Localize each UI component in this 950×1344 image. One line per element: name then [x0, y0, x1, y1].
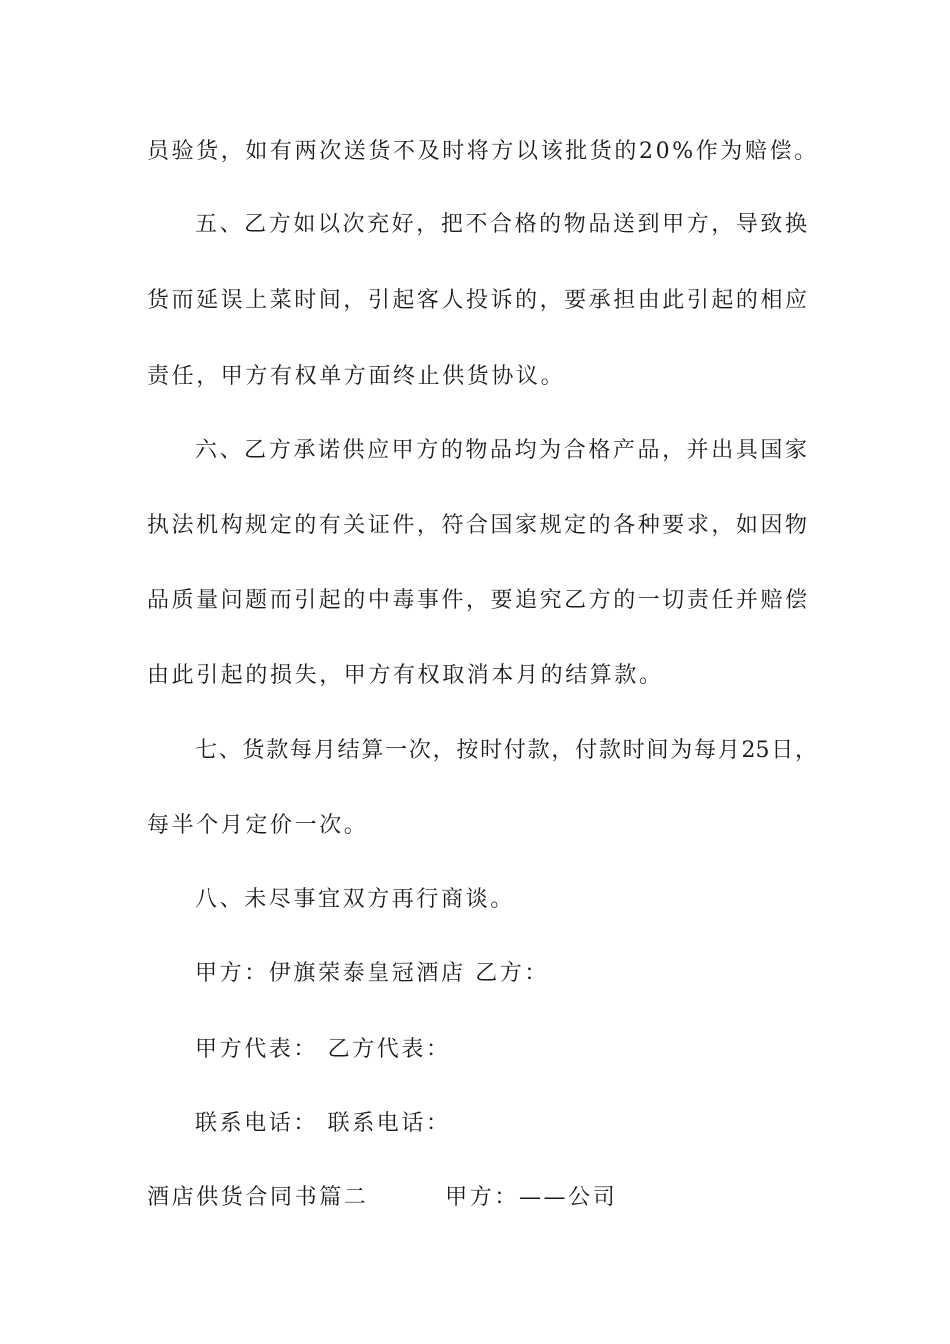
party-phones: 联系电话： 联系电话：: [195, 1111, 451, 1136]
paragraph-7-line-1: 七、货款每月结算一次，按时付款，付款时间为每月25日，: [195, 738, 817, 763]
contract-section-heading: 酒店供货合同书篇二 甲方：——公司: [147, 1185, 618, 1210]
paragraph-4-end: 员验货，如有两次送货不及时将方以该批货的20%作为赔偿。: [147, 139, 819, 164]
paragraph-6-line-2: 执法机构规定的有关证件，符合国家规定的各种要求，如因物: [147, 513, 807, 538]
paragraph-8: 八、未尽事宜双方再行商谈。: [195, 887, 515, 912]
paragraph-7-line-2: 每半个月定价一次。: [147, 813, 369, 838]
paragraph-5-line-2: 货而延误上菜时间，引起客人投诉的，要承担由此引起的相应: [147, 288, 807, 313]
paragraph-5-line-3: 责任，甲方有权单方面终止供货协议。: [147, 364, 566, 389]
paragraph-6-line-1: 六、乙方承诺供应甲方的物品均为合格产品，并出具国家: [195, 438, 807, 463]
paragraph-5-line-1: 五、乙方如以次充好，把不合格的物品送到甲方，导致换: [195, 212, 807, 237]
party-representatives: 甲方代表： 乙方代表：: [195, 1037, 451, 1062]
paragraph-6-line-4: 由此引起的损失，甲方有权取消本月的结算款。: [147, 663, 664, 688]
party-names: 甲方：伊旗荣泰皇冠酒店 乙方：: [195, 961, 549, 986]
paragraph-6-line-3: 品质量问题而引起的中毒事件，要追究乙方的一切责任并赔偿: [147, 588, 807, 613]
